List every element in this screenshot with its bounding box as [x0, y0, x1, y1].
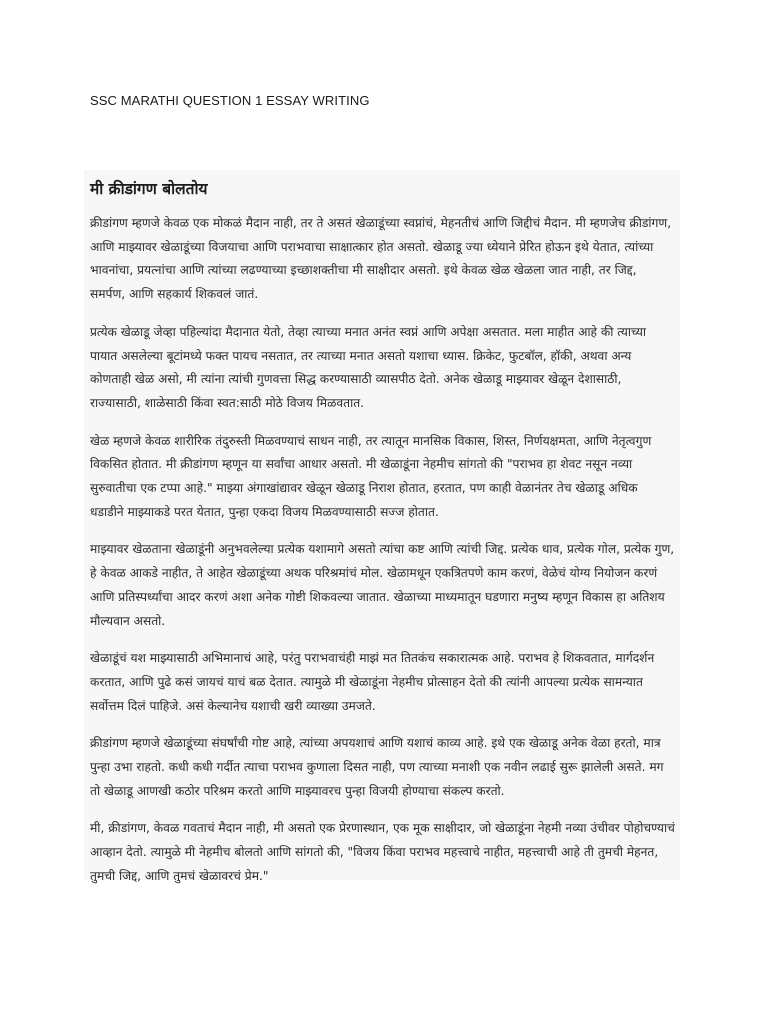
document-header: SSC MARATHI QUESTION 1 ESSAY WRITING — [90, 93, 370, 108]
essay-paragraph: मी, क्रीडांगण, केवळ गवताचं मैदान नाही, मी असतो एक प्रेरणास्थान, एक मूक साक्षीदार, जो खेळाडूंना नेहमी नव्या उंचीवर पोहोचण्याचं आव्हान देतो. त्यामुळे मी नेहमीच बोलतो आणि सांगतो की, "विजय किंवा पराभव महत्त्वाचे नाहीत, महत्त्वाची आहे ती तुमची मेहनत, तुमची जिद्द, आणि तुमचं खेळावरचं प्रेम." — [90, 821, 675, 883]
essay-paragraph: क्रीडांगण म्हणजे खेळाडूंच्या संघर्षांची गोष्ट आहे, त्यांच्या अपयशाचं आणि यशाचं काव्य आहे. इथे एक खेळाडू अनेक वेळा हरतो, मात्र पुन्हा उभा राहतो. कधी कधी गर्दीत त्याचा पराभव कुणाला दिसत नाही, पण त्याच्या मनाशी एक नवीन लढाई सुरू झालेली असते. मग तो खेळाडू आणखी कठोर परिश्रम करतो आणि माझ्यावरच पुन्हा विजयी होण्याचा संकल्प करतो. — [90, 736, 664, 798]
essay-paragraph: माझ्यावर खेळताना खेळाडूंनी अनुभवलेल्या प्रत्येक यशामागे असतो त्यांचा कष्ट आणि त्यांची जिद्द. प्रत्येक धाव, प्रत्येक गोल, प्रत्येक गुण, हे केवळ आकडे नाहीत, ते आहेत खेळाडूंच्या अथक परिश्रमांचं मोल. खेळामधून एकत्रितपणे काम करणं, वेळेचं योग्य नियोजन करणं आणि प्रतिस्पर्ध्यांचा आदर करणं अशा अनेक गोष्टी शिकवल्या जातात. खेळाच्या माध्यमातून घडणारा मनुष्य म्हणून विकास हा अतिशय मौल्यवान असतो. — [90, 542, 675, 628]
essay-title: मी क्रीडांगण बोलतोय — [90, 180, 208, 198]
essay-paragraph: क्रीडांगण म्हणजे केवळ एक मोकळं मैदान नाही, तर ते असतं खेळाडूंच्या स्वप्नांचं, मेहनतीचं आणि जिद्दीचं मैदान. मी म्हणजेच क्रीडांगण, आणि माझ्यावर खेळाडूंच्या विजयाचा आणि पराभवाचा साक्षात्कार होत असतो. खेळाडू ज्या ध्येयाने प्रेरित होऊन इथे येतात, त्यांच्या भावनांचा, प्रयत्नांचा आणि त्यांच्या लढण्याच्या इच्छाशक्तीचा मी साक्षीदार असतो. इथे केवळ खेळ खेळला जात नाही, तर जिद्द, समर्पण, आणि सहकार्य शिकवलं जातं. — [90, 216, 672, 302]
essay-paragraph: प्रत्येक खेळाडू जेव्हा पहिल्यांदा मैदानात येतो, तेव्हा त्याच्या मनात अनंत स्वप्नं आणि अपेक्षा असतात. मला माहीत आहे की त्याच्या पायात असलेल्या बूटांमध्ये फक्त पायच नसतात, तर त्याच्या मनात असतो यशाचा ध्यास. क्रिकेट, फुटबॉल, हॉकी, अथवा अन्य कोणताही खेळ असो, मी त्यांना त्यांची गुणवत्ता सिद्ध करण्यासाठी व्यासपीठ देतो. अनेक खेळाडू माझ्यावर खेळून देशासाठी, राज्यासाठी, शाळेसाठी किंवा स्वत:साठी मोठे विजय मिळवतात. — [90, 324, 647, 410]
essay-content — [90, 176, 675, 903]
essay-paragraph: खेळ म्हणजे केवळ शारीरिक तंदुरुस्ती मिळवण्याचं साधन नाही, तर त्यातून मानसिक विकास, शिस्त, निर्णयक्षमता, आणि नेतृत्वगुण विकसित होतात. मी क्रीडांगण म्हणून या सर्वांचा आधार असतो. मी खेळाडूंना नेहमीच सांगतो की "पराभव हा शेवट नसून नव्या सुरुवातीचा एक टप्पा आहे." माझ्या अंगाखांद्यावर खेळून खेळाडू निराश होतात, हरतात, पण काही वेळानंतर तेच खेळाडू अधिक धडाडीने माझ्याकडे परत येतात, पुन्हा एकदा विजय मिळवण्यासाठी सज्ज होतात. — [90, 433, 652, 519]
essay-paragraph: खेळाडूंचं यश माझ्यासाठी अभिमानाचं आहे, परंतु पराभवाचंही माझं मत तितकंच सकारात्मक आहे. पराभव हे शिकवतात, मार्गदर्शन करतात, आणि पुढे कसं जायचं याचं बळ देतात. त्यामुळे मी खेळाडूंना नेहमीच प्रोत्साहन देतो की त्यांनी आपल्या प्रत्येक सामन्यात सर्वोत्तम दिलं पाहिजे. असं केल्यानेच यशाची खरी व्याख्या उमजते. — [90, 651, 655, 713]
